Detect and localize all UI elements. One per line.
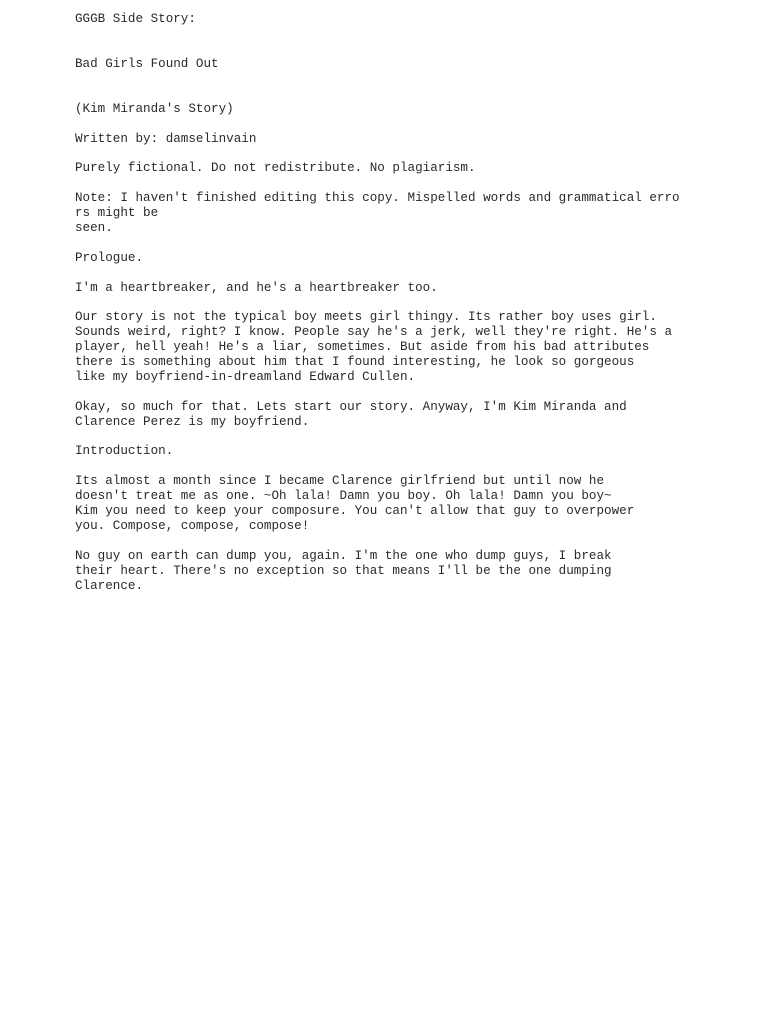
disclaimer: Purely fictional. Do not redistribute. No plagiarism. — [75, 161, 476, 175]
note-line: Note: I haven't finished editing this copy. Mispelled words and grammatical erro — [75, 191, 680, 205]
header-label: GGGB Side Story: — [75, 12, 196, 26]
introduction-paragraph-1-line: you. Compose, compose, compose! — [75, 519, 310, 533]
note-line: rs might be — [75, 206, 159, 220]
introduction-paragraph-2-line: No guy on earth can dump you, again. I'm the one who dump guys, I break — [75, 549, 612, 563]
prologue-paragraph-2-line: like my boyfriend-in-dreamland Edward Cullen. — [75, 370, 416, 384]
prologue-paragraph-3-line: Okay, so much for that. Lets start our story. Anyway, I'm Kim Miranda and — [75, 400, 627, 414]
prologue-heading: Prologue. — [75, 251, 144, 265]
prologue-paragraph-2-line: there is something about him that I found interesting, he look so gorgeous — [75, 355, 635, 369]
introduction-paragraph-1-line: Kim you need to keep your composure. You can't allow that guy to overpower — [75, 504, 635, 518]
prologue-paragraph-2-line: player, hell yeah! He's a liar, sometimes. But aside from his bad attributes — [75, 340, 650, 354]
introduction-paragraph-1-line: Its almost a month since I became Clarence girlfriend but until now he — [75, 474, 605, 488]
prologue-paragraph-2-line: Sounds weird, right? I know. People say he's a jerk, well they're right. He's a — [75, 325, 673, 339]
byline: Written by: damselinvain — [75, 132, 257, 146]
story-title: Bad Girls Found Out — [75, 57, 219, 71]
note-line: seen. — [75, 221, 113, 235]
introduction-heading: Introduction. — [75, 444, 174, 458]
prologue-paragraph-2-line: Our story is not the typical boy meets girl thingy. Its rather boy uses girl. — [75, 310, 657, 324]
prologue-paragraph-3-line: Clarence Perez is my boyfriend. — [75, 415, 310, 429]
introduction-paragraph-2-line: their heart. There's no exception so that means I'll be the one dumping — [75, 564, 612, 578]
prologue-paragraph-1: I'm a heartbreaker, and he's a heartbreaker too. — [75, 281, 438, 295]
introduction-paragraph-1-line: doesn't treat me as one. ~Oh lala! Damn you boy. Oh lala! Damn you boy~ — [75, 489, 612, 503]
introduction-paragraph-2-line: Clarence. — [75, 579, 144, 593]
story-subtitle: (Kim Miranda's Story) — [75, 102, 234, 116]
